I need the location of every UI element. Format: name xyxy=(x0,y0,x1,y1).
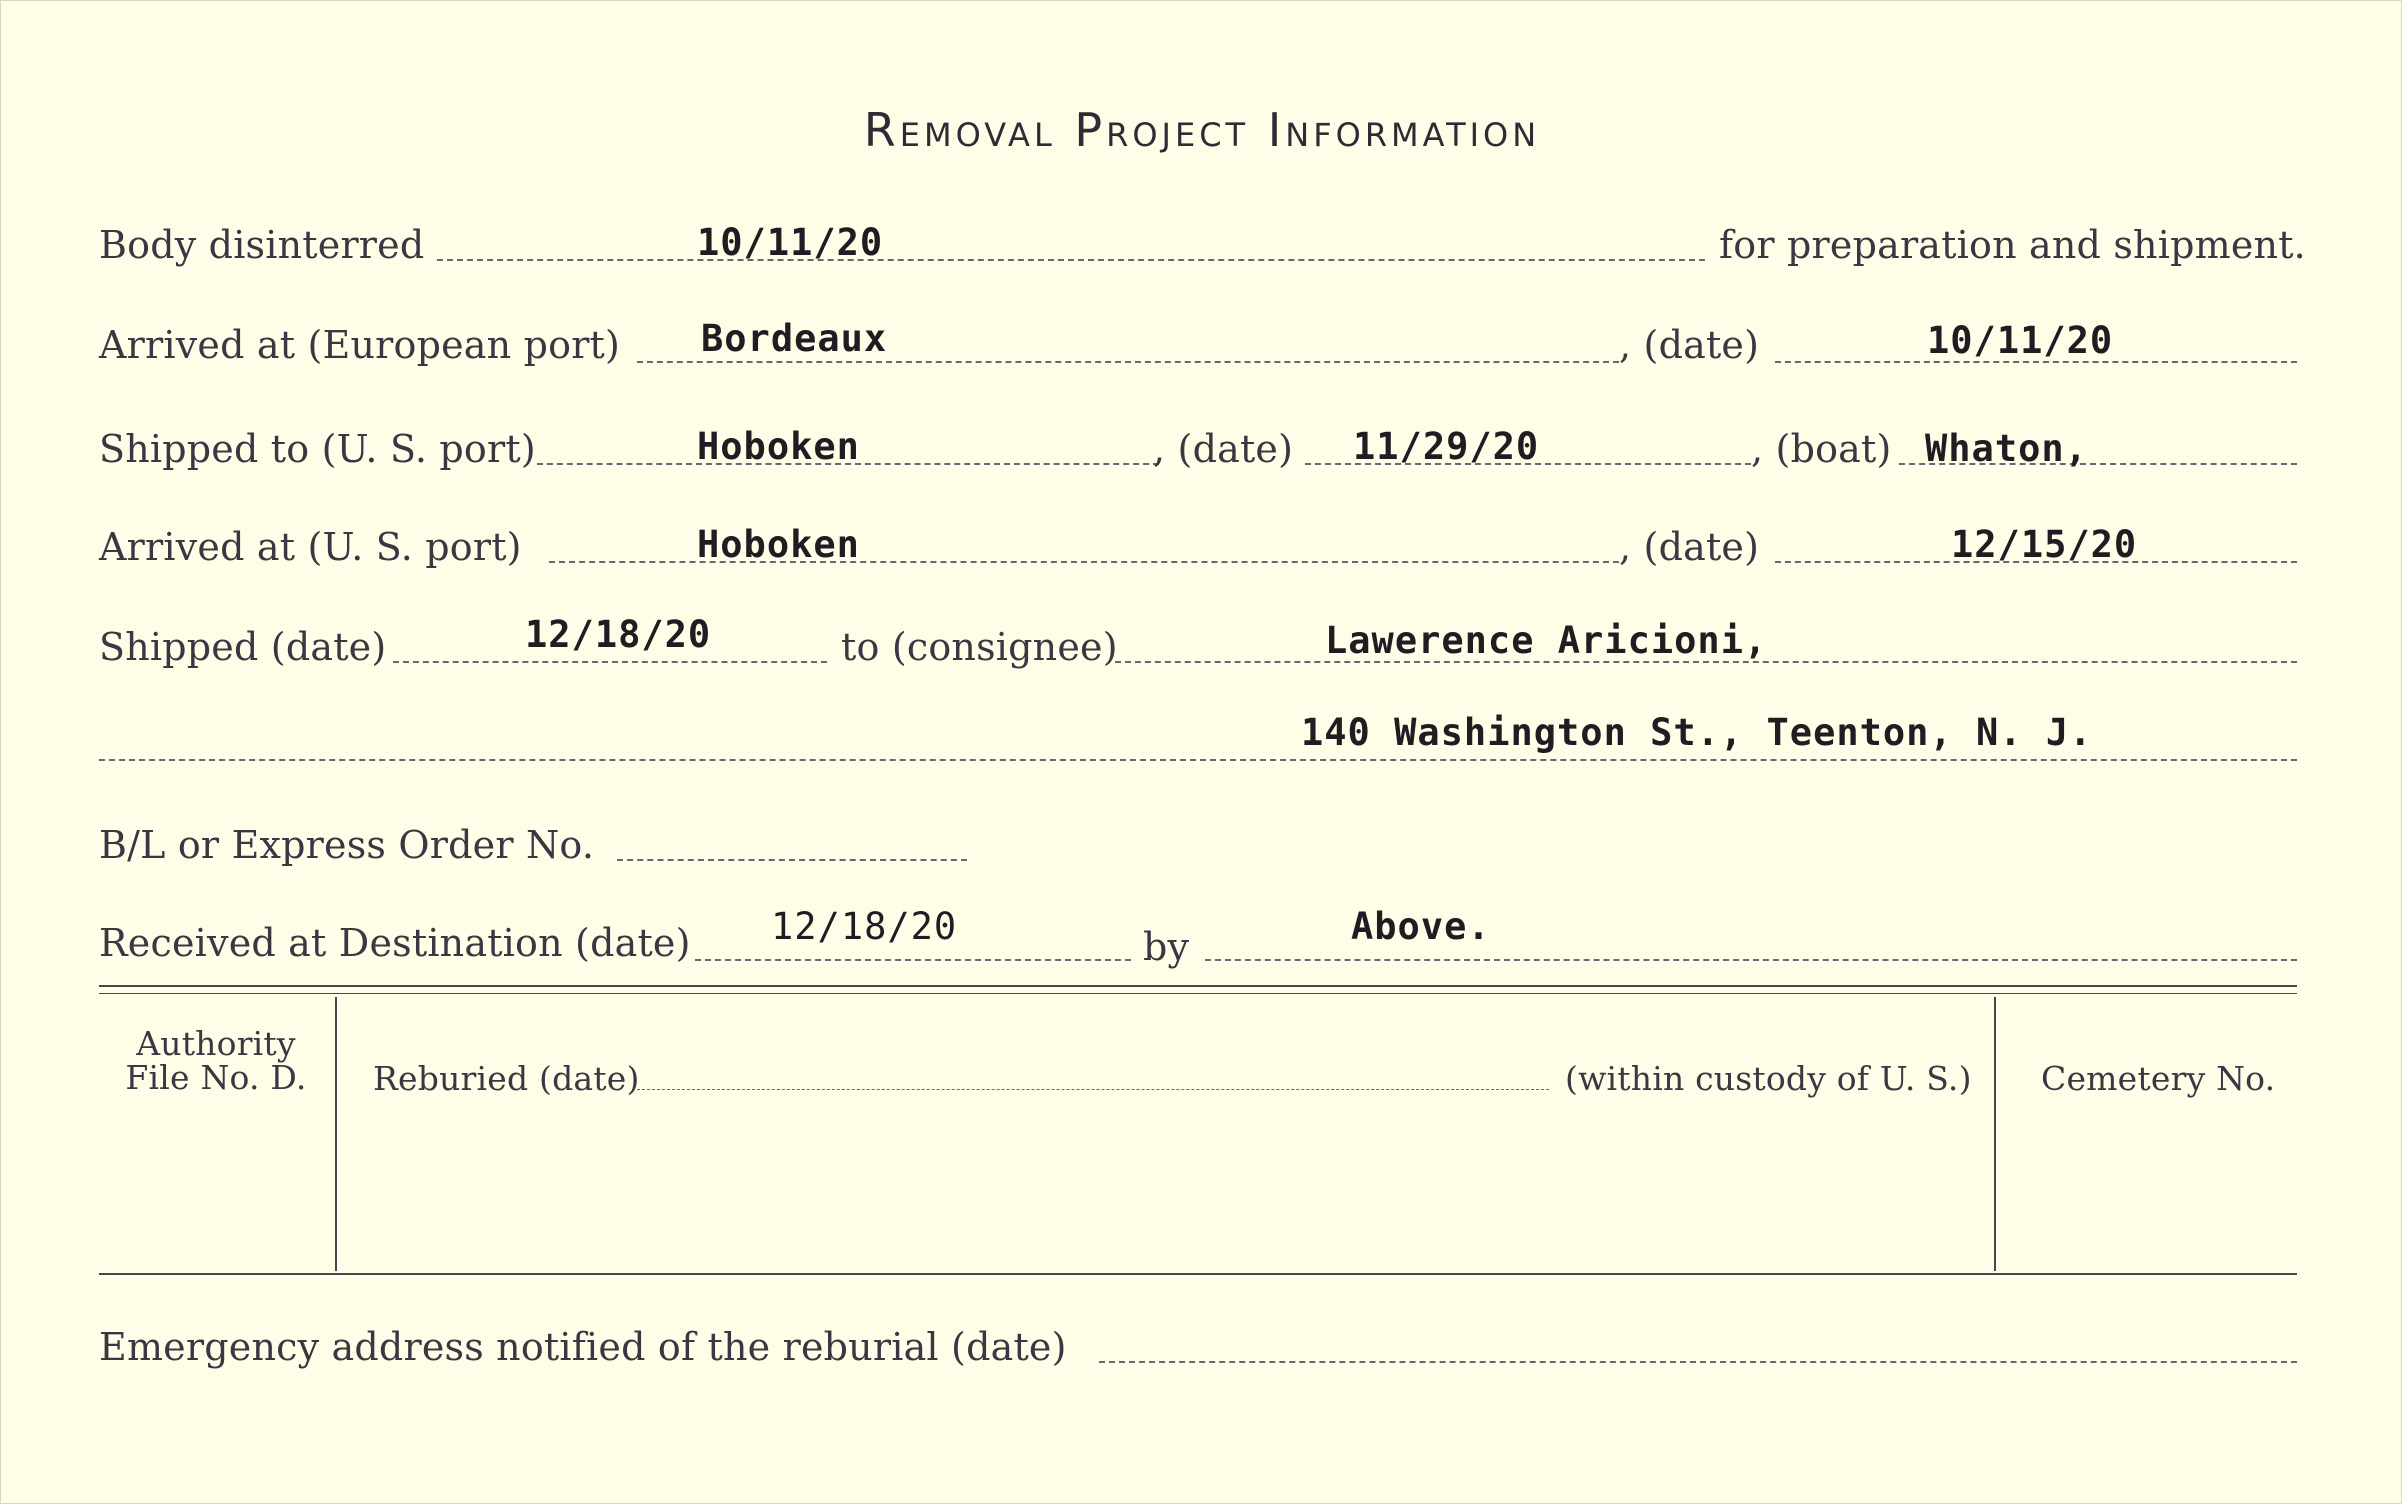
cemetery-no-label: Cemetery No. xyxy=(2041,1059,2276,1098)
bl-order-line xyxy=(617,859,967,861)
received-by-line xyxy=(1205,959,2297,961)
european-port-value: Bordeaux xyxy=(701,317,888,360)
by-label: by xyxy=(1143,925,1190,969)
arrived-us-label: Arrived at (U. S. port) xyxy=(99,525,522,569)
emergency-line xyxy=(1099,1361,2297,1363)
received-date-line xyxy=(695,959,1131,961)
table-bottom-rule xyxy=(99,1273,2297,1275)
card-title: Removal Project Information xyxy=(863,103,1541,157)
table-top-rule xyxy=(99,985,2297,987)
boat-label: , (boat) xyxy=(1751,427,1892,471)
authority-file-label xyxy=(105,1024,327,1097)
authority-label-line1: Authority xyxy=(136,1024,296,1063)
received-date-value: 12/18/20 xyxy=(771,905,958,948)
received-destination-label: Received at Destination (date) xyxy=(99,921,691,965)
european-date-label: , (date) xyxy=(1619,323,1760,367)
shipped-us-label: Shipped to (U. S. port) xyxy=(99,427,536,471)
body-disinterred-label: Body disinterred xyxy=(99,223,425,267)
table-divider-right xyxy=(1994,997,1996,1271)
us-ship-date-value: 11/29/20 xyxy=(1353,425,1540,468)
consignee-address-line xyxy=(99,759,2297,761)
european-date-value: 10/11/20 xyxy=(1927,319,2114,362)
preparation-label: for preparation and shipment. xyxy=(1719,223,2306,267)
within-custody-label: (within custody of U. S.) xyxy=(1565,1059,1972,1098)
us-port-shipped-value: Hoboken xyxy=(697,425,860,468)
bl-order-label: B/L or Express Order No. xyxy=(99,823,595,867)
reburied-label: Reburied (date) xyxy=(373,1059,640,1098)
arrived-european-label: Arrived at (European port) xyxy=(99,323,621,367)
body-disinterred-date: 10/11/20 xyxy=(697,221,884,264)
us-port-arrived-value: Hoboken xyxy=(697,523,860,566)
shipped-date-label: Shipped (date) xyxy=(99,625,387,669)
us-ship-date-label: , (date) xyxy=(1153,427,1294,471)
consignee-address: 140 Washington St., Teenton, N. J. xyxy=(1301,711,2093,754)
consignee-label: to (consignee) xyxy=(841,625,1118,669)
shipped-date-line xyxy=(393,661,827,663)
body-disinterred-line xyxy=(437,259,1705,261)
european-port-line xyxy=(637,361,1619,363)
received-by-value: Above. xyxy=(1351,905,1491,948)
table-top-rule-inner xyxy=(99,993,2297,994)
boat-value: Whaton, xyxy=(1925,427,2088,470)
shipped-date-value: 12/18/20 xyxy=(525,613,712,656)
emergency-label: Emergency address notified of the reburial (date) xyxy=(99,1325,1067,1369)
authority-label-line2: File No. D. xyxy=(125,1058,307,1097)
table-divider-left xyxy=(335,997,337,1271)
us-arrival-date-label: , (date) xyxy=(1619,525,1760,569)
us-arrival-date-value: 12/15/20 xyxy=(1951,523,2138,566)
consignee-name: Lawerence Aricioni, xyxy=(1325,619,1768,662)
reburied-line xyxy=(637,1089,1549,1090)
